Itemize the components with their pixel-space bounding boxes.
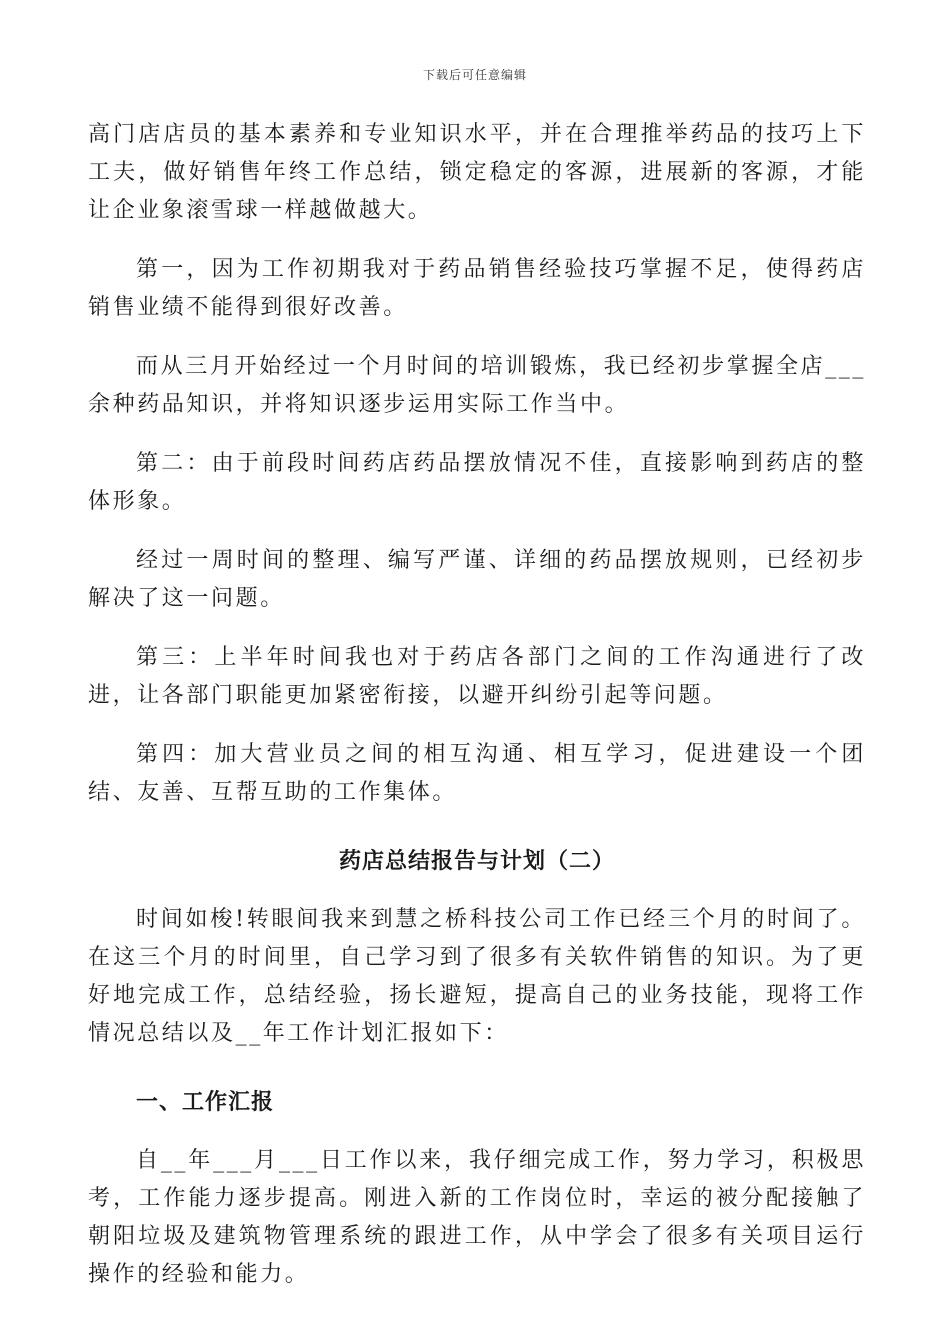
paragraph-9: 自__年___月___日工作以来，我仔细完成工作，努力学习，积极思考，工作能力逐步提高。刚进入新的工作岗位时，幸运的被分配接触了朝阳垃圾及建筑物管理系统的跟进工作，从中学会了很多有关项目运行操作的经验和能力。 [88, 1148, 866, 1287]
header-note: 下载后可任意编辑 [422, 68, 527, 82]
paragraph-6: 第三：上半年时间我也对于药店各部门之间的工作沟通进行了改进，让各部门职能更加紧密衔接，以避开纠纷引起等问题。 [88, 645, 866, 708]
paragraph-7: 第四：加大营业员之间的相互沟通、相互学习，促进建设一个团结、友善、互帮互助的工作集体。 [88, 742, 866, 805]
paragraph-2: 第一，因为工作初期我对于药品销售经验技巧掌握不足，使得药店销售业绩不能得到很好改善。 [88, 257, 866, 320]
paragraph-8: 时间如梭!转眼间我来到慧之桥科技公司工作已经三个月的时间了。在这三个月的时间里，自己学习到了很多有关软件销售的知识。为了更好地完成工作，总结经验，扬长避短，提高自己的业务技能，现将工作情况总结以及__年工作计划汇报如下： [88, 907, 866, 1046]
document-body [88, 116, 866, 1294]
section-title: 药店总结报告与计划（二） [338, 848, 615, 874]
paragraph-4: 第二：由于前段时间药店药品摆放情况不佳，直接影响到药店的整体形象。 [88, 451, 866, 514]
subheading: 一、工作汇报 [136, 1089, 275, 1115]
paragraph-1: 高门店店员的基本素养和专业知识水平，并在合理推举药品的技巧上下工夫，做好销售年终工作总结，锁定稳定的客源，进展新的客源，才能让企业象滚雪球一样越做越大。 [88, 122, 866, 223]
paragraph-3: 而从三月开始经过一个月时间的培训锻炼，我已经初步掌握全店___余种药品知识，并将知识逐步运用实际工作当中。 [88, 354, 866, 417]
paragraph-5: 经过一周时间的整理、编写严谨、详细的药品摆放规则，已经初步解决了这一问题。 [88, 548, 866, 611]
